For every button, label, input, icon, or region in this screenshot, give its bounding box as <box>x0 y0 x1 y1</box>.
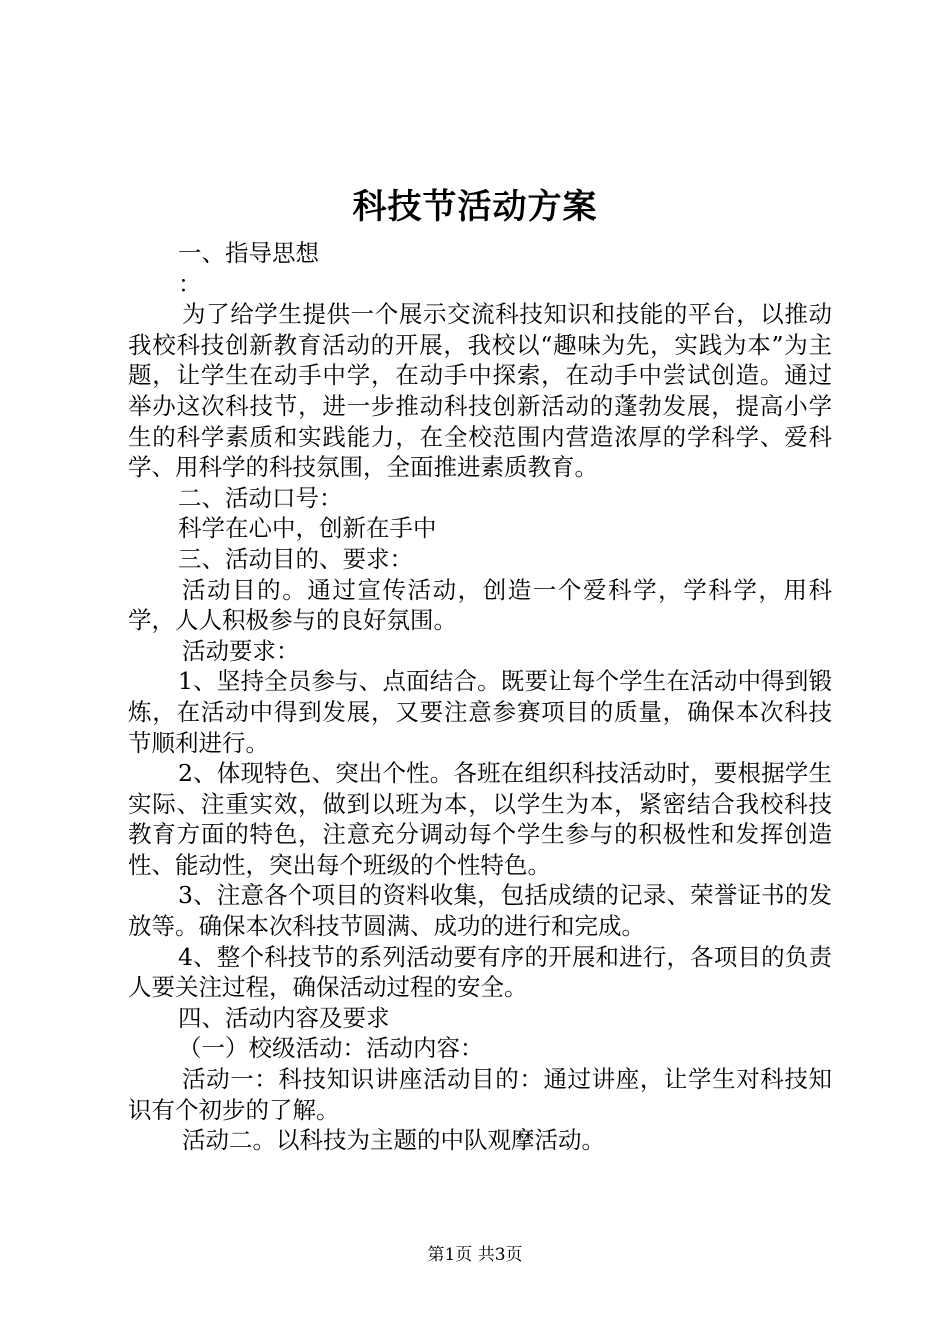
section-heading-guiding-thought: 一、指导思想 <box>178 239 319 267</box>
activity-two: 活动二。以科技为主题的中队观摩活动。 <box>182 1126 605 1155</box>
document-body <box>128 238 832 1156</box>
requirements-heading: 活动要求： <box>182 636 300 665</box>
requirement-item-1: 1、坚持全员参与、点面结合。既要让每个学生在活动中得到锻炼，在活动中得到发展，又要注意参赛项目的质量，确保本次科技节顺利进行。 <box>128 667 832 757</box>
document-title: 科技节活动方案 <box>352 187 598 227</box>
requirement-item-4: 4、整个科技节的系列活动要有序的开展和进行，各项目的负责人要关注过程，确保活动过程的安全。 <box>128 942 832 1002</box>
section-heading-purpose: 三、活动目的、要求： <box>178 544 413 573</box>
paragraph-intro: 为了给学生提供一个展示交流科技知识和技能的平台，以推动我校科技创新教育活动的开展，我校以“趣味为先，实践为本”为主题，让学生在动手中学，在动手中探索，在动手中尝试创造。通过举办这次科技节，进一步推动科技创新活动的蓬勃发展，提高小学生的科学素质和实践能力，在全校范围内营造浓厚的学科学、爱科学、用科学的科技氛围，全面推进素质教育。 <box>128 300 832 482</box>
activity-one: 活动一：科技知识讲座活动目的：通过讲座，让学生对科技知识有个初步的了解。 <box>128 1065 832 1124</box>
slogan-text: 科学在心中，创新在手中 <box>178 514 437 543</box>
page-footer: 第1页 共3页 <box>427 1245 523 1265</box>
paragraph-purpose: 活动目的。通过宣传活动，创造一个爱科学，学科学，用科学，人人积极参与的良好氛围。 <box>128 575 832 635</box>
section-heading-slogan: 二、活动口号： <box>178 483 343 512</box>
colon-line: ： <box>178 269 202 298</box>
requirement-item-3: 3、注意各个项目的资料收集，包括成绩的记录、荣誉证书的发放等。确保本次科技节圆满、成功的进行和完成。 <box>128 881 832 941</box>
subsection-school-activities: （一）校级活动：活动内容： <box>178 1034 484 1063</box>
requirement-item-2: 2、体现特色、突出个性。各班在组织科技活动时，要根据学生实际、注重实效，做到以班为本，以学生为本，紧密结合我校科技教育方面的特色，注意充分调动每个学生参与的积极性和发挥创造性、能动性，突出每个班级的个性特色。 <box>128 759 832 879</box>
section-heading-content: 四、活动内容及要求 <box>178 1003 390 1032</box>
